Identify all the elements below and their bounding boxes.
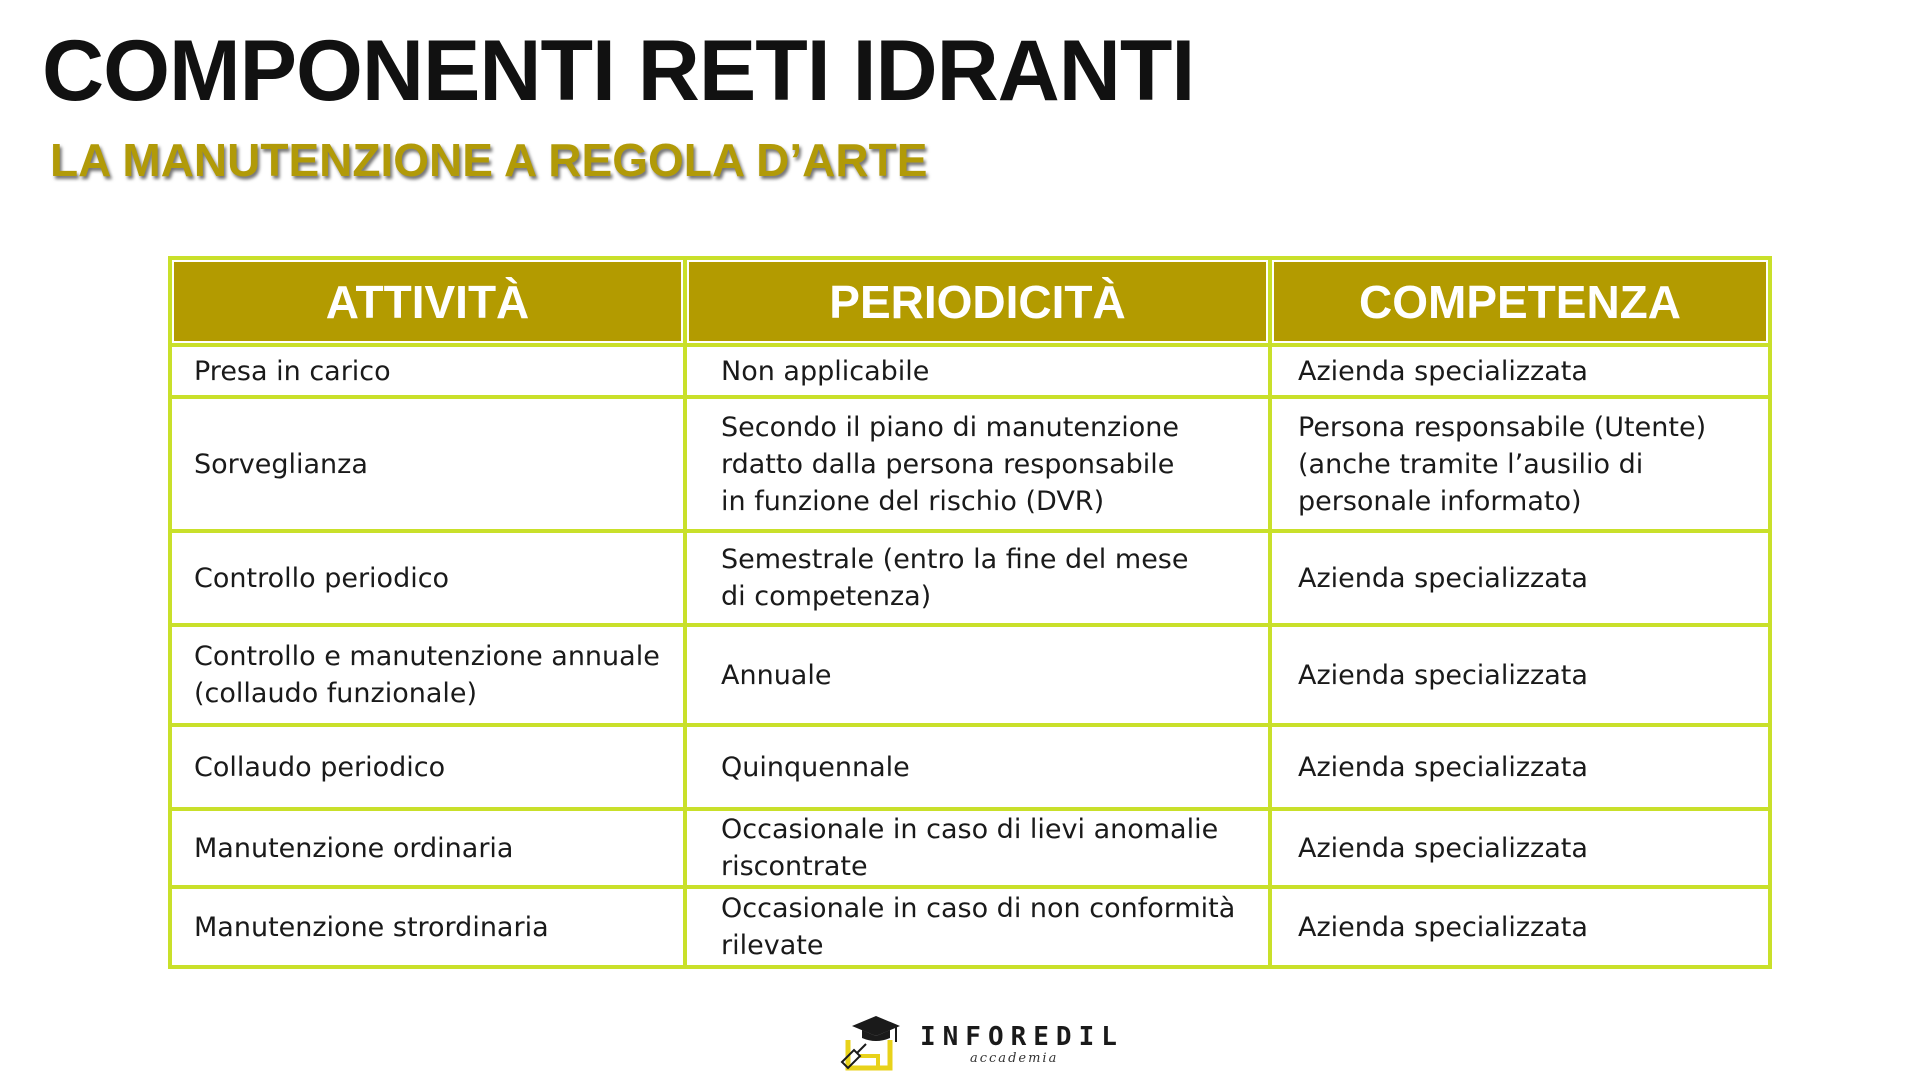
cell-text: Occasionale in caso di non conformità rilevate <box>721 893 1236 961</box>
cell-text: Non applicabile <box>721 355 930 387</box>
cell-attivita <box>170 809 685 887</box>
table-row <box>170 345 1770 397</box>
cell-periodicita <box>685 725 1270 809</box>
cell-periodicita <box>685 345 1270 397</box>
cell-text: Sorveglianza <box>194 448 368 480</box>
cell-competenza <box>1270 397 1770 531</box>
cell-periodicita <box>685 887 1270 967</box>
cell-text: Quinquennale <box>721 751 910 783</box>
logo-name: INFOREDIL <box>920 1022 1124 1052</box>
column-header-attivita: ATTIVITÀ <box>170 258 685 345</box>
cell-text: Manutenzione ordinaria <box>194 832 514 864</box>
cell-periodicita <box>685 531 1270 625</box>
cell-text: Secondo il piano di manutenzione rdatto dalla persona responsabile in funzione del rischio (DVR) <box>721 411 1179 517</box>
cell-text: Collaudo periodico <box>194 751 446 783</box>
table-row <box>170 531 1770 625</box>
column-header-periodicita: PERIODICITÀ <box>685 258 1270 345</box>
cell-text: Azienda specializzata <box>1298 832 1588 864</box>
cell-text: Controllo periodico <box>194 562 450 594</box>
cell-text: Occasionale in caso di lievi anomalie riscontrate <box>721 814 1219 882</box>
column-header-competenza: COMPETENZA <box>1270 258 1770 345</box>
cell-attivita <box>170 725 685 809</box>
cell-attivita <box>170 397 685 531</box>
cell-competenza <box>1270 345 1770 397</box>
cell-periodicita <box>685 397 1270 531</box>
table-header-row <box>170 258 1770 345</box>
cell-attivita <box>170 887 685 967</box>
page-subtitle: LA MANUTENZIONE A REGOLA D’ARTE <box>50 134 928 186</box>
cell-competenza <box>1270 531 1770 625</box>
logo-tagline: accademia <box>970 1051 1059 1066</box>
cell-competenza <box>1270 887 1770 967</box>
cell-periodicita <box>685 625 1270 725</box>
cell-text: Azienda specializzata <box>1298 751 1588 783</box>
table-row <box>170 725 1770 809</box>
inforedil-logo <box>838 1010 1124 1070</box>
cell-competenza <box>1270 725 1770 809</box>
cell-attivita <box>170 625 685 725</box>
graduation-cap-house-icon <box>838 1010 902 1072</box>
cell-text: Manutenzione strordinaria <box>194 911 549 943</box>
cell-attivita <box>170 531 685 625</box>
page-title: COMPONENTI RETI IDRANTI <box>42 23 1195 119</box>
cell-text: Azienda specializzata <box>1298 911 1588 943</box>
table-row <box>170 887 1770 967</box>
cell-text: Semestrale (entro la fine del mese di competenza) <box>721 544 1189 612</box>
cell-competenza <box>1270 809 1770 887</box>
cell-text: Azienda specializzata <box>1298 659 1588 691</box>
table-row <box>170 625 1770 725</box>
table-row <box>170 397 1770 531</box>
cell-text: Annuale <box>721 659 832 691</box>
cell-text: Controllo e manutenzione annuale (collaudo funzionale) <box>194 641 660 709</box>
table-row <box>170 809 1770 887</box>
cell-attivita <box>170 345 685 397</box>
cell-text: Presa in carico <box>194 355 391 387</box>
cell-competenza <box>1270 625 1770 725</box>
cell-periodicita <box>685 809 1270 887</box>
cell-text: Persona responsabile (Utente) (anche tramite l’ausilio di personale informato) <box>1298 411 1707 517</box>
cell-text: Azienda specializzata <box>1298 355 1588 387</box>
cell-text: Azienda specializzata <box>1298 562 1588 594</box>
maintenance-table <box>168 256 1772 969</box>
